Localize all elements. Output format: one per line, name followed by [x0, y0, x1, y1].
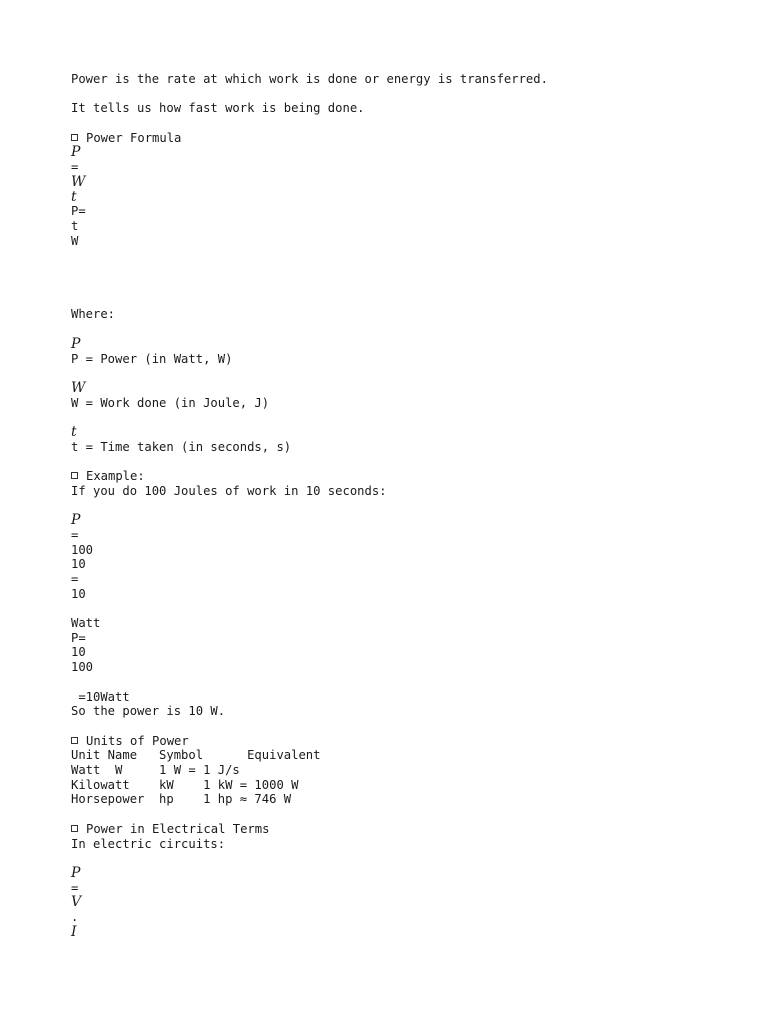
- units-table: [71, 748, 721, 807]
- formula-math-equals: =: [71, 160, 79, 175]
- where-heading: Where:: [71, 307, 116, 322]
- electrical-heading-text: Power in Electrical Terms: [86, 821, 270, 836]
- example-equation-result: =10Watt: [71, 689, 130, 704]
- electrical-text: In electric circuits:: [71, 836, 226, 851]
- example-result-line: P=: [71, 630, 86, 645]
- electrical-formula-i: I: [71, 923, 77, 940]
- example-heading: [71, 469, 721, 484]
- formula-math-w: W: [71, 173, 86, 190]
- where-definition-p: P = Power (in Watt, W): [71, 351, 233, 366]
- example-calc-line: =: [71, 571, 79, 586]
- intro-explanation: It tells us how fast work is being done.: [71, 101, 365, 116]
- example-calc-line: 10: [71, 557, 86, 572]
- units-table-row: Horsepower hp 1 hp ≈ 746 W: [71, 792, 292, 807]
- formula-math-t: t: [71, 188, 77, 205]
- example-calc-line: =: [71, 527, 79, 542]
- example-result-line: 10: [71, 645, 86, 660]
- example-heading-text: Example:: [86, 469, 145, 484]
- where-definition-w: W = Work done (in Joule, J): [71, 395, 270, 410]
- example-text: If you do 100 Joules of work in 10 seconds:: [71, 483, 387, 498]
- where-symbol-w: W: [71, 379, 86, 396]
- square-bullet-icon: [71, 737, 78, 744]
- formula-plain-w: W: [71, 233, 79, 248]
- example-result-line: 100: [71, 660, 94, 675]
- example-symbol-p: P: [71, 512, 81, 529]
- electrical-heading: [71, 822, 721, 837]
- example-calc-line: 100: [71, 542, 94, 557]
- example-conclusion: So the power is 10 W.: [71, 704, 226, 719]
- example-result-line: Watt: [71, 616, 101, 631]
- formula-math-p: P: [71, 144, 81, 161]
- units-heading: [71, 734, 721, 749]
- formula-plain-t: t: [71, 219, 79, 233]
- intro-definition: Power is the rate at which work is done or energy is transferred.: [71, 72, 548, 86]
- electrical-formula-p: P: [71, 864, 81, 881]
- formula-plain-p: P=: [71, 204, 86, 219]
- units-table-row: Kilowatt kW 1 kW = 1000 W: [71, 777, 299, 792]
- formula-heading: [71, 131, 721, 146]
- square-bullet-icon: [71, 472, 78, 479]
- example-calc-line: 10: [71, 586, 86, 601]
- square-bullet-icon: [71, 134, 78, 141]
- where-definition-t: t = Time taken (in seconds, s): [71, 439, 292, 454]
- where-symbol-p: P: [71, 335, 81, 352]
- units-heading-text: Units of Power: [86, 733, 189, 748]
- units-table-row: Watt W 1 W = 1 J/s: [71, 763, 240, 778]
- formula-heading-text: Power Formula: [86, 130, 182, 145]
- electrical-formula-equals: =: [71, 880, 79, 895]
- document-page: [71, 72, 721, 939]
- square-bullet-icon: [71, 825, 78, 832]
- electrical-formula-dot: .: [71, 910, 79, 925]
- where-symbol-t: t: [71, 423, 77, 440]
- units-table-header: Unit Name Symbol Equivalent: [71, 748, 321, 763]
- electrical-formula-v: V: [71, 894, 82, 911]
